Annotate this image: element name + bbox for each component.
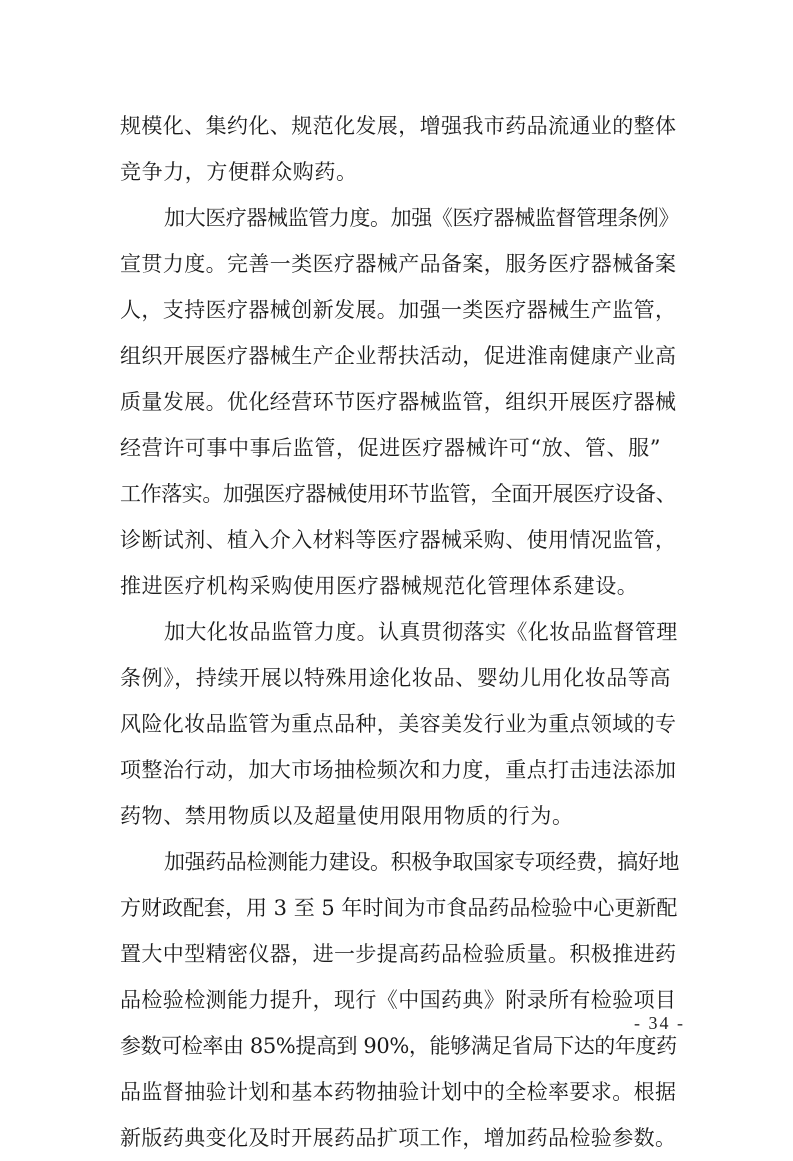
text-line: 品监督抽验计划和基本药物抽验计划中的全检率要求。根据 — [120, 1080, 677, 1104]
text-line: 质量发展。优化经营环节医疗器械监管，组织开展医疗器械 — [120, 390, 677, 414]
text-line: 方财政配套，用 3 至 5 年时间为市食品药品检验中心更新配 — [120, 896, 678, 920]
paragraph-start-line: 加强药品检测能力建设。积极争取国家专项经费，搞好地 — [164, 850, 679, 874]
text-line: 风险化妆品监管为重点品种，美容美发行业为重点领域的专 — [120, 712, 677, 736]
text-line: 品检验检测能力提升，现行《中国药典》附录所有检验项目 — [120, 988, 677, 1012]
text-line: 参数可检率由 85%提高到 90%，能够满足省局下达的年度药 — [120, 1034, 677, 1058]
text-line: 新版药典变化及时开展药品扩项工作，增加药品检验参数。 — [120, 1126, 677, 1150]
text-line: 药物、禁用物质以及超量使用限用物质的行为。 — [120, 804, 574, 828]
text-line: 项整治行动，加大市场抽检频次和力度，重点打击违法添加 — [120, 758, 677, 782]
paragraph-start-line: 加大医疗器械监管力度。加强《医疗器械监督管理条例》 — [164, 206, 679, 230]
text-line: 组织开展医疗器械生产企业帮扶活动，促进淮南健康产业高 — [120, 344, 677, 368]
text-line: 推进医疗机构采购使用医疗器械规范化管理体系建设。 — [120, 574, 639, 598]
text-line: 竞争力，方便群众购药。 — [120, 160, 358, 184]
text-line: 宣贯力度。完善一类医疗器械产品备案，服务医疗器械备案 — [120, 252, 677, 276]
text-line: 规模化、集约化、规范化发展，增强我市药品流通业的整体 — [120, 114, 677, 138]
text-line: 经营许可事中事后监管，促进医疗器械许可“放、管、服” — [120, 436, 662, 460]
text-line: 置大中型精密仪器，进一步提高药品检验质量。积极推进药 — [120, 942, 677, 966]
paragraph-start-line: 加大化妆品监管力度。认真贯彻落实《化妆品监督管理 — [164, 620, 678, 644]
text-line: 诊断试剂、植入介入材料等医疗器械采购、使用情况监管， — [120, 528, 677, 552]
text-line: 人，支持医疗器械创新发展。加强一类医疗器械生产监管， — [120, 298, 677, 322]
body-text — [120, 103, 680, 1161]
text-line: 条例》，持续开展以特殊用途化妆品、婴幼儿用化妆品等高 — [120, 666, 672, 690]
page-number: - 34 - — [634, 1013, 685, 1033]
text-line: 工作落实。加强医疗器械使用环节监管，全面开展医疗设备、 — [120, 482, 677, 506]
